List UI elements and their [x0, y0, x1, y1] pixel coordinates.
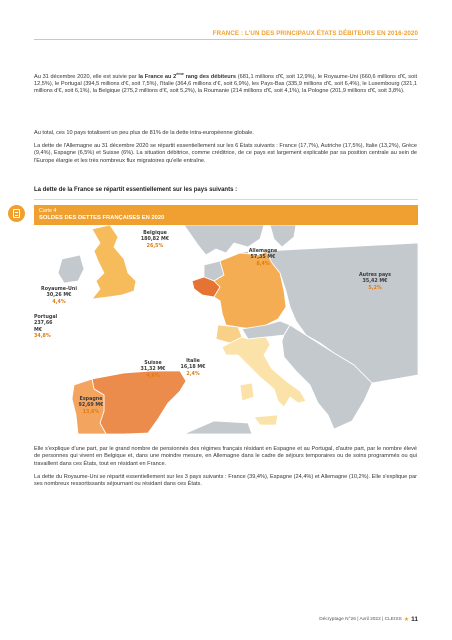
label-allemagne-name: Allemagne	[248, 249, 278, 254]
map-title: SOLDES DES DETTES FRANÇAISES EN 2020	[39, 214, 165, 221]
label-portugal-amount: 237,66 M€	[34, 321, 53, 333]
label-espagne	[74, 397, 108, 416]
label-portugal-name: Portugal	[34, 315, 58, 320]
label-italie	[176, 359, 210, 378]
p1-superscript: ème	[176, 72, 184, 76]
map-document-icon	[8, 205, 25, 222]
paragraph-debtor-ranking	[34, 71, 417, 96]
label-royaume-uni-amount: 30,26 M€	[46, 293, 72, 299]
paragraph-total: Au total, ces 10 pays totalisent un peu plus de 81% de la dette intra-européenne globale.	[34, 130, 254, 136]
label-espagne-name: Espagne	[79, 397, 103, 402]
label-belgique	[132, 231, 178, 250]
label-italie-amount: 16,18 M€	[180, 365, 206, 371]
footer-text: Décryptage N°26 | Avril 2022 | CLEISS	[319, 617, 402, 622]
label-italie-pct: 2,4%	[186, 371, 200, 377]
page-header-title: FRANCE : L'UN DES PRINCIPAUX ÉTATS DÉBITEURS EN 2016-2020	[212, 30, 418, 37]
label-belgique-pct: 26,5%	[146, 243, 164, 249]
paragraph-explanation: Elle s'explique d'une part, par le grand nombre de pensionnés des régimes français résidant en Espagne et au Portugal, d'autre part, par le nombre élevé de personnes qui vivent en Belgique et, dans une moindre mesure, en Allemagne dans le cadre de séjours temporaires ou de soins programmés ou qui travaillent dans ces États, tout en résidant en France.	[34, 446, 417, 467]
label-royaume-uni-pct: 4,4%	[52, 299, 66, 305]
p1-prefix: Au 31 décembre 2020, elle est suivie par	[34, 73, 139, 80]
page-number: 11	[411, 616, 418, 623]
header-divider	[34, 39, 418, 40]
label-allemagne-amount: 57,35 M€	[250, 255, 276, 261]
label-italie-name: Italie	[186, 359, 200, 364]
label-portugal-pct: 34,8%	[34, 334, 51, 340]
label-suisse-pct: 4,6%	[146, 373, 160, 379]
map-header	[34, 205, 418, 225]
star-icon: ★	[403, 617, 410, 623]
label-allemagne-pct: 8,4%	[256, 261, 270, 267]
p1-rest: (681,1 millions d'€, soit 12,9%), le Royaume-Uni (660,6 millions d'€, soit 12,5%), le Portugal (394,5 millions d'€, soit 7,5%), l'Italie (364,6 millions d'€, soit 6,9%), les Pays-Bas (335,9 millions d'€, soit 6,4%), le Luxembourg (321,1 millions d'€, soit 6,1%), la Belgique (275,2 millions d'€, soit 5,2%), la Roumanie (214 millions d'€, soit 4,1%), la Pologne (201,9 millions d'€, soit 3,8%).	[34, 73, 417, 95]
label-autres-amount: 35,42 M€	[362, 279, 388, 285]
label-suisse	[136, 361, 170, 380]
label-royaume-uni-name: Royaume-Uni	[41, 287, 77, 292]
label-espagne-amount: 92,69 M€	[78, 403, 104, 409]
label-suisse-name: Suisse	[144, 361, 162, 366]
label-royaume-uni	[36, 287, 82, 306]
label-belgique-name: Belgique	[143, 231, 167, 236]
label-autres-name: Autres pays	[358, 273, 392, 278]
p1-emphasis-b: rang des débiteurs	[183, 73, 236, 80]
label-belgique-amount: 180,82 M€	[140, 237, 170, 243]
label-allemagne	[240, 249, 286, 268]
map-kicker: Carte 4	[39, 208, 57, 214]
label-autres-pays	[352, 273, 398, 292]
lead-divider	[34, 199, 418, 200]
label-suisse-amount: 31,32 M€	[140, 367, 166, 373]
europe-map	[34, 225, 418, 434]
label-espagne-pct: 13,6%	[82, 409, 100, 415]
paragraph-germany: La dette de l'Allemagne au 31 décembre 2020 se répartit essentiellement sur les 6 États suivants : France (17,7%), Autriche (17,5%), Italie (13,2%), Grèce (9,4%), Espagne (6,5%) et Suisse (6%). La situation débitrice, comme créditrice, de ce pays est largement explicable par sa position centrale au sein de l'Europe élargie et les très nombreux flux migratoires qu'elle entraîne.	[34, 143, 417, 164]
label-autres-pct: 5,2%	[368, 285, 382, 291]
paragraph-uk-debt: La dette du Royaume-Uni se répartit essentiellement sur les 3 pays suivants : France (39,4%), Espagne (24,4%) et Allemagne (10,2%). Elle s'explique par ses nombreux ressortissants séjournant ou résidant dans ces États.	[34, 474, 417, 488]
label-portugal	[34, 315, 60, 341]
page-footer	[319, 616, 418, 623]
section-lead: La dette de la France se répartit essentiellement sur les pays suivants :	[34, 187, 238, 193]
p1-emphasis-a: la France au 2	[138, 73, 177, 80]
